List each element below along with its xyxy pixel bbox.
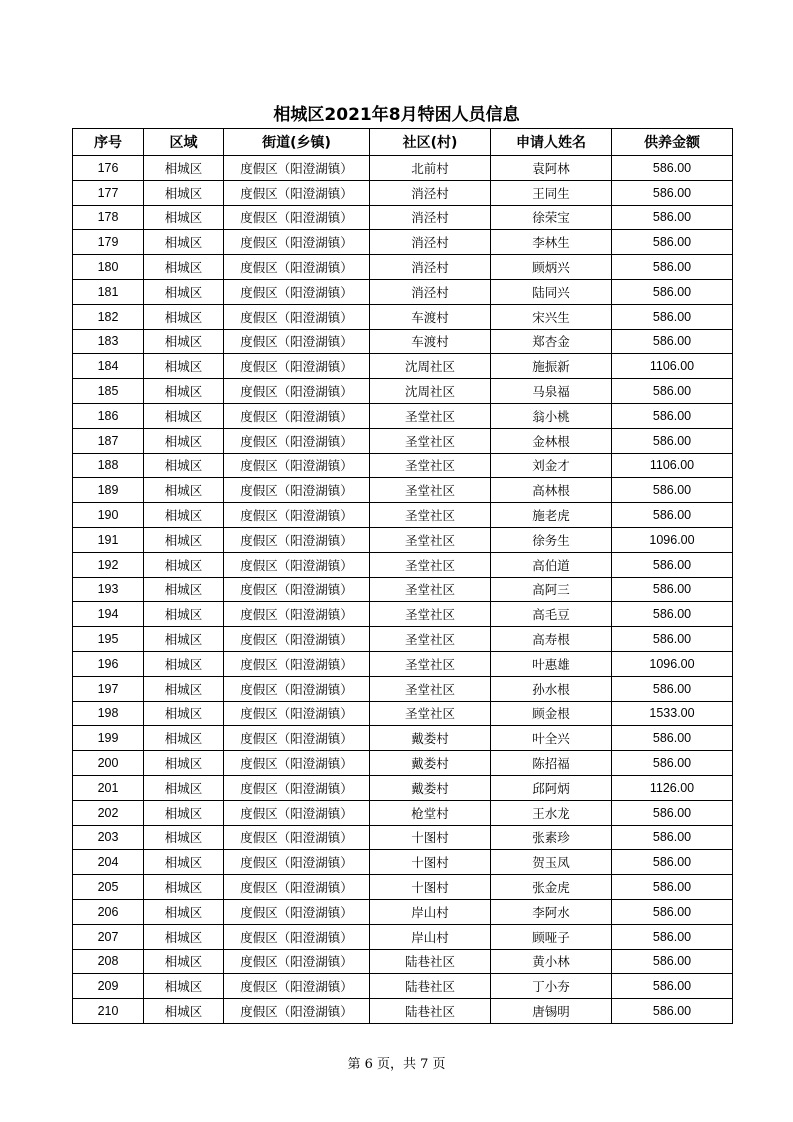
- cell-region: 相城区: [144, 180, 224, 205]
- cell-community: 消泾村: [370, 180, 491, 205]
- cell-street: 度假区（阳澄湖镇）: [224, 899, 370, 924]
- cell-seq: 195: [73, 627, 144, 652]
- cell-region: 相城区: [144, 999, 224, 1024]
- cell-street: 度假区（阳澄湖镇）: [224, 453, 370, 478]
- cell-applicant-name: 陆同兴: [491, 279, 612, 304]
- cell-amount: 1096.00: [612, 651, 733, 676]
- cell-amount: 586.00: [612, 949, 733, 974]
- table-row: [73, 999, 733, 1024]
- cell-region: 相城区: [144, 304, 224, 329]
- cell-amount: 586.00: [612, 428, 733, 453]
- table-row: [73, 751, 733, 776]
- cell-street: 度假区（阳澄湖镇）: [224, 602, 370, 627]
- table-row: [73, 800, 733, 825]
- cell-street: 度假区（阳澄湖镇）: [224, 255, 370, 280]
- cell-seq: 202: [73, 800, 144, 825]
- cell-seq: 176: [73, 156, 144, 181]
- cell-region: 相城区: [144, 503, 224, 528]
- cell-applicant-name: 刘金才: [491, 453, 612, 478]
- cell-community: 岸山村: [370, 899, 491, 924]
- table-row: [73, 924, 733, 949]
- cell-street: 度假区（阳澄湖镇）: [224, 751, 370, 776]
- cell-community: 岸山村: [370, 924, 491, 949]
- table-row: [73, 775, 733, 800]
- cell-amount: 586.00: [612, 825, 733, 850]
- table-row: [73, 825, 733, 850]
- table-row: [73, 577, 733, 602]
- cell-seq: 191: [73, 527, 144, 552]
- cell-applicant-name: 顾炳兴: [491, 255, 612, 280]
- table-row: [73, 478, 733, 503]
- cell-region: 相城区: [144, 676, 224, 701]
- cell-amount: 586.00: [612, 205, 733, 230]
- cell-amount: 586.00: [612, 304, 733, 329]
- table-row: [73, 503, 733, 528]
- cell-region: 相城区: [144, 205, 224, 230]
- table-row: [73, 428, 733, 453]
- cell-street: 度假区（阳澄湖镇）: [224, 304, 370, 329]
- cell-seq: 177: [73, 180, 144, 205]
- cell-community: 陆巷社区: [370, 999, 491, 1024]
- cell-applicant-name: 高林根: [491, 478, 612, 503]
- table-row: [73, 552, 733, 577]
- cell-applicant-name: 高伯道: [491, 552, 612, 577]
- cell-street: 度假区（阳澄湖镇）: [224, 156, 370, 181]
- cell-region: 相城区: [144, 825, 224, 850]
- cell-community: 圣堂社区: [370, 701, 491, 726]
- header-seq: 序号: [73, 129, 144, 156]
- cell-street: 度假区（阳澄湖镇）: [224, 974, 370, 999]
- cell-region: 相城区: [144, 974, 224, 999]
- cell-seq: 192: [73, 552, 144, 577]
- cell-community: 圣堂社区: [370, 503, 491, 528]
- header-community: 社区(村): [370, 129, 491, 156]
- cell-region: 相城区: [144, 527, 224, 552]
- table-row: [73, 875, 733, 900]
- cell-community: 戴娄村: [370, 726, 491, 751]
- table-row: [73, 453, 733, 478]
- cell-amount: 586.00: [612, 503, 733, 528]
- cell-applicant-name: 陈招福: [491, 751, 612, 776]
- cell-seq: 185: [73, 379, 144, 404]
- cell-amount: 586.00: [612, 602, 733, 627]
- cell-applicant-name: 叶全兴: [491, 726, 612, 751]
- cell-amount: 586.00: [612, 726, 733, 751]
- cell-amount: 586.00: [612, 751, 733, 776]
- cell-community: 陆巷社区: [370, 974, 491, 999]
- cell-street: 度假区（阳澄湖镇）: [224, 676, 370, 701]
- header-region: 区域: [144, 129, 224, 156]
- cell-seq: 203: [73, 825, 144, 850]
- cell-region: 相城区: [144, 651, 224, 676]
- cell-amount: 1126.00: [612, 775, 733, 800]
- cell-region: 相城区: [144, 279, 224, 304]
- cell-seq: 201: [73, 775, 144, 800]
- cell-region: 相城区: [144, 453, 224, 478]
- page-number: 第 6 页，共 7 页: [347, 1057, 446, 1072]
- table-row: [73, 403, 733, 428]
- cell-street: 度假区（阳澄湖镇）: [224, 379, 370, 404]
- table-row: [73, 379, 733, 404]
- cell-amount: 586.00: [612, 552, 733, 577]
- cell-region: 相城区: [144, 403, 224, 428]
- cell-amount: 1096.00: [612, 527, 733, 552]
- cell-community: 消泾村: [370, 279, 491, 304]
- cell-applicant-name: 施振新: [491, 354, 612, 379]
- cell-region: 相城区: [144, 552, 224, 577]
- table-row: [73, 602, 733, 627]
- cell-community: 圣堂社区: [370, 577, 491, 602]
- cell-amount: 586.00: [612, 627, 733, 652]
- header-applicant-name: 申请人姓名: [491, 129, 612, 156]
- table-row: [73, 255, 733, 280]
- cell-seq: 178: [73, 205, 144, 230]
- cell-community: 十图村: [370, 850, 491, 875]
- cell-applicant-name: 高寿根: [491, 627, 612, 652]
- cell-applicant-name: 贺玉凤: [491, 850, 612, 875]
- cell-region: 相城区: [144, 800, 224, 825]
- cell-applicant-name: 徐务生: [491, 527, 612, 552]
- cell-region: 相城区: [144, 899, 224, 924]
- cell-amount: 586.00: [612, 999, 733, 1024]
- cell-seq: 205: [73, 875, 144, 900]
- cell-applicant-name: 李阿水: [491, 899, 612, 924]
- cell-seq: 181: [73, 279, 144, 304]
- cell-region: 相城区: [144, 478, 224, 503]
- cell-applicant-name: 顾哑子: [491, 924, 612, 949]
- cell-community: 沈周社区: [370, 354, 491, 379]
- cell-seq: 183: [73, 329, 144, 354]
- cell-region: 相城区: [144, 726, 224, 751]
- cell-applicant-name: 施老虎: [491, 503, 612, 528]
- cell-street: 度假区（阳澄湖镇）: [224, 577, 370, 602]
- cell-region: 相城区: [144, 850, 224, 875]
- cell-seq: 206: [73, 899, 144, 924]
- cell-region: 相城区: [144, 775, 224, 800]
- cell-community: 圣堂社区: [370, 428, 491, 453]
- cell-community: 圣堂社区: [370, 676, 491, 701]
- cell-street: 度假区（阳澄湖镇）: [224, 279, 370, 304]
- table-row: [73, 949, 733, 974]
- cell-community: 十图村: [370, 875, 491, 900]
- cell-region: 相城区: [144, 329, 224, 354]
- cell-street: 度假区（阳澄湖镇）: [224, 428, 370, 453]
- table-body: [73, 156, 733, 1024]
- table-row: [73, 180, 733, 205]
- cell-community: 戴娄村: [370, 751, 491, 776]
- cell-street: 度假区（阳澄湖镇）: [224, 825, 370, 850]
- cell-applicant-name: 徐荣宝: [491, 205, 612, 230]
- cell-amount: 586.00: [612, 974, 733, 999]
- cell-amount: 586.00: [612, 800, 733, 825]
- cell-applicant-name: 高阿三: [491, 577, 612, 602]
- cell-seq: 182: [73, 304, 144, 329]
- cell-street: 度假区（阳澄湖镇）: [224, 354, 370, 379]
- table-row: [73, 230, 733, 255]
- cell-community: 枪堂村: [370, 800, 491, 825]
- cell-street: 度假区（阳澄湖镇）: [224, 875, 370, 900]
- cell-seq: 208: [73, 949, 144, 974]
- cell-applicant-name: 黄小林: [491, 949, 612, 974]
- table-row: [73, 527, 733, 552]
- cell-region: 相城区: [144, 627, 224, 652]
- cell-region: 相城区: [144, 379, 224, 404]
- cell-region: 相城区: [144, 875, 224, 900]
- cell-applicant-name: 叶惠雄: [491, 651, 612, 676]
- cell-applicant-name: 张素珍: [491, 825, 612, 850]
- cell-applicant-name: 王同生: [491, 180, 612, 205]
- cell-amount: 586.00: [612, 255, 733, 280]
- table-row: [73, 899, 733, 924]
- table-row: [73, 304, 733, 329]
- cell-region: 相城区: [144, 354, 224, 379]
- cell-seq: 200: [73, 751, 144, 776]
- cell-region: 相城区: [144, 924, 224, 949]
- header-street: 街道(乡镇): [224, 129, 370, 156]
- cell-amount: 586.00: [612, 899, 733, 924]
- table-row: [73, 279, 733, 304]
- table-row: [73, 676, 733, 701]
- cell-street: 度假区（阳澄湖镇）: [224, 552, 370, 577]
- cell-amount: 586.00: [612, 676, 733, 701]
- cell-region: 相城区: [144, 255, 224, 280]
- records-table: [72, 128, 733, 1024]
- cell-amount: 586.00: [612, 180, 733, 205]
- cell-applicant-name: 马泉福: [491, 379, 612, 404]
- cell-amount: 1533.00: [612, 701, 733, 726]
- cell-seq: 189: [73, 478, 144, 503]
- cell-community: 圣堂社区: [370, 552, 491, 577]
- cell-region: 相城区: [144, 230, 224, 255]
- cell-community: 圣堂社区: [370, 453, 491, 478]
- cell-applicant-name: 高毛豆: [491, 602, 612, 627]
- cell-region: 相城区: [144, 602, 224, 627]
- cell-region: 相城区: [144, 751, 224, 776]
- header-amount: 供养金额: [612, 129, 733, 156]
- cell-community: 沈周社区: [370, 379, 491, 404]
- cell-amount: 586.00: [612, 924, 733, 949]
- page-title: 相城区2021年8月特困人员信息: [273, 105, 520, 125]
- cell-amount: 586.00: [612, 850, 733, 875]
- cell-street: 度假区（阳澄湖镇）: [224, 403, 370, 428]
- cell-community: 消泾村: [370, 205, 491, 230]
- table-row: [73, 354, 733, 379]
- cell-seq: 204: [73, 850, 144, 875]
- cell-amount: 586.00: [612, 230, 733, 255]
- cell-applicant-name: 王水龙: [491, 800, 612, 825]
- cell-amount: 586.00: [612, 875, 733, 900]
- cell-community: 消泾村: [370, 255, 491, 280]
- cell-applicant-name: 翁小桃: [491, 403, 612, 428]
- cell-street: 度假区（阳澄湖镇）: [224, 205, 370, 230]
- cell-street: 度假区（阳澄湖镇）: [224, 527, 370, 552]
- cell-applicant-name: 丁小夯: [491, 974, 612, 999]
- cell-amount: 586.00: [612, 329, 733, 354]
- cell-applicant-name: 孙水根: [491, 676, 612, 701]
- table-row: [73, 651, 733, 676]
- cell-seq: 180: [73, 255, 144, 280]
- cell-seq: 196: [73, 651, 144, 676]
- cell-region: 相城区: [144, 701, 224, 726]
- table-row: [73, 726, 733, 751]
- cell-street: 度假区（阳澄湖镇）: [224, 329, 370, 354]
- cell-street: 度假区（阳澄湖镇）: [224, 775, 370, 800]
- cell-community: 戴娄村: [370, 775, 491, 800]
- cell-seq: 187: [73, 428, 144, 453]
- cell-street: 度假区（阳澄湖镇）: [224, 726, 370, 751]
- table-row: [73, 627, 733, 652]
- cell-community: 车渡村: [370, 329, 491, 354]
- cell-street: 度假区（阳澄湖镇）: [224, 949, 370, 974]
- cell-community: 圣堂社区: [370, 627, 491, 652]
- cell-street: 度假区（阳澄湖镇）: [224, 800, 370, 825]
- cell-region: 相城区: [144, 156, 224, 181]
- table-row: [73, 205, 733, 230]
- table-row: [73, 701, 733, 726]
- cell-community: 圣堂社区: [370, 403, 491, 428]
- cell-amount: 1106.00: [612, 453, 733, 478]
- cell-community: 十图村: [370, 825, 491, 850]
- table-row: [73, 974, 733, 999]
- table-header-row: [73, 129, 733, 156]
- cell-street: 度假区（阳澄湖镇）: [224, 651, 370, 676]
- cell-street: 度假区（阳澄湖镇）: [224, 924, 370, 949]
- table-row: [73, 850, 733, 875]
- cell-community: 消泾村: [370, 230, 491, 255]
- cell-amount: 586.00: [612, 478, 733, 503]
- cell-community: 陆巷社区: [370, 949, 491, 974]
- cell-applicant-name: 李林生: [491, 230, 612, 255]
- cell-seq: 194: [73, 602, 144, 627]
- cell-amount: 586.00: [612, 577, 733, 602]
- cell-seq: 198: [73, 701, 144, 726]
- cell-seq: 193: [73, 577, 144, 602]
- cell-amount: 586.00: [612, 156, 733, 181]
- cell-street: 度假区（阳澄湖镇）: [224, 230, 370, 255]
- cell-community: 圣堂社区: [370, 527, 491, 552]
- cell-community: 圣堂社区: [370, 651, 491, 676]
- cell-seq: 184: [73, 354, 144, 379]
- cell-community: 圣堂社区: [370, 602, 491, 627]
- cell-seq: 188: [73, 453, 144, 478]
- cell-applicant-name: 邱阿炳: [491, 775, 612, 800]
- cell-seq: 186: [73, 403, 144, 428]
- cell-street: 度假区（阳澄湖镇）: [224, 503, 370, 528]
- cell-applicant-name: 郑杏金: [491, 329, 612, 354]
- cell-region: 相城区: [144, 577, 224, 602]
- cell-street: 度假区（阳澄湖镇）: [224, 627, 370, 652]
- cell-amount: 586.00: [612, 279, 733, 304]
- cell-street: 度假区（阳澄湖镇）: [224, 701, 370, 726]
- cell-applicant-name: 张金虎: [491, 875, 612, 900]
- cell-amount: 586.00: [612, 379, 733, 404]
- cell-amount: 1106.00: [612, 354, 733, 379]
- cell-street: 度假区（阳澄湖镇）: [224, 999, 370, 1024]
- cell-seq: 199: [73, 726, 144, 751]
- cell-street: 度假区（阳澄湖镇）: [224, 850, 370, 875]
- cell-seq: 210: [73, 999, 144, 1024]
- cell-seq: 179: [73, 230, 144, 255]
- table-row: [73, 329, 733, 354]
- cell-seq: 197: [73, 676, 144, 701]
- cell-community: 车渡村: [370, 304, 491, 329]
- cell-applicant-name: 顾金根: [491, 701, 612, 726]
- cell-region: 相城区: [144, 949, 224, 974]
- cell-seq: 209: [73, 974, 144, 999]
- cell-applicant-name: 金林根: [491, 428, 612, 453]
- cell-region: 相城区: [144, 428, 224, 453]
- cell-applicant-name: 唐锡明: [491, 999, 612, 1024]
- cell-street: 度假区（阳澄湖镇）: [224, 478, 370, 503]
- cell-amount: 586.00: [612, 403, 733, 428]
- cell-community: 北前村: [370, 156, 491, 181]
- cell-seq: 207: [73, 924, 144, 949]
- cell-community: 圣堂社区: [370, 478, 491, 503]
- table-row: [73, 156, 733, 181]
- cell-seq: 190: [73, 503, 144, 528]
- cell-applicant-name: 袁阿林: [491, 156, 612, 181]
- cell-applicant-name: 宋兴生: [491, 304, 612, 329]
- cell-street: 度假区（阳澄湖镇）: [224, 180, 370, 205]
